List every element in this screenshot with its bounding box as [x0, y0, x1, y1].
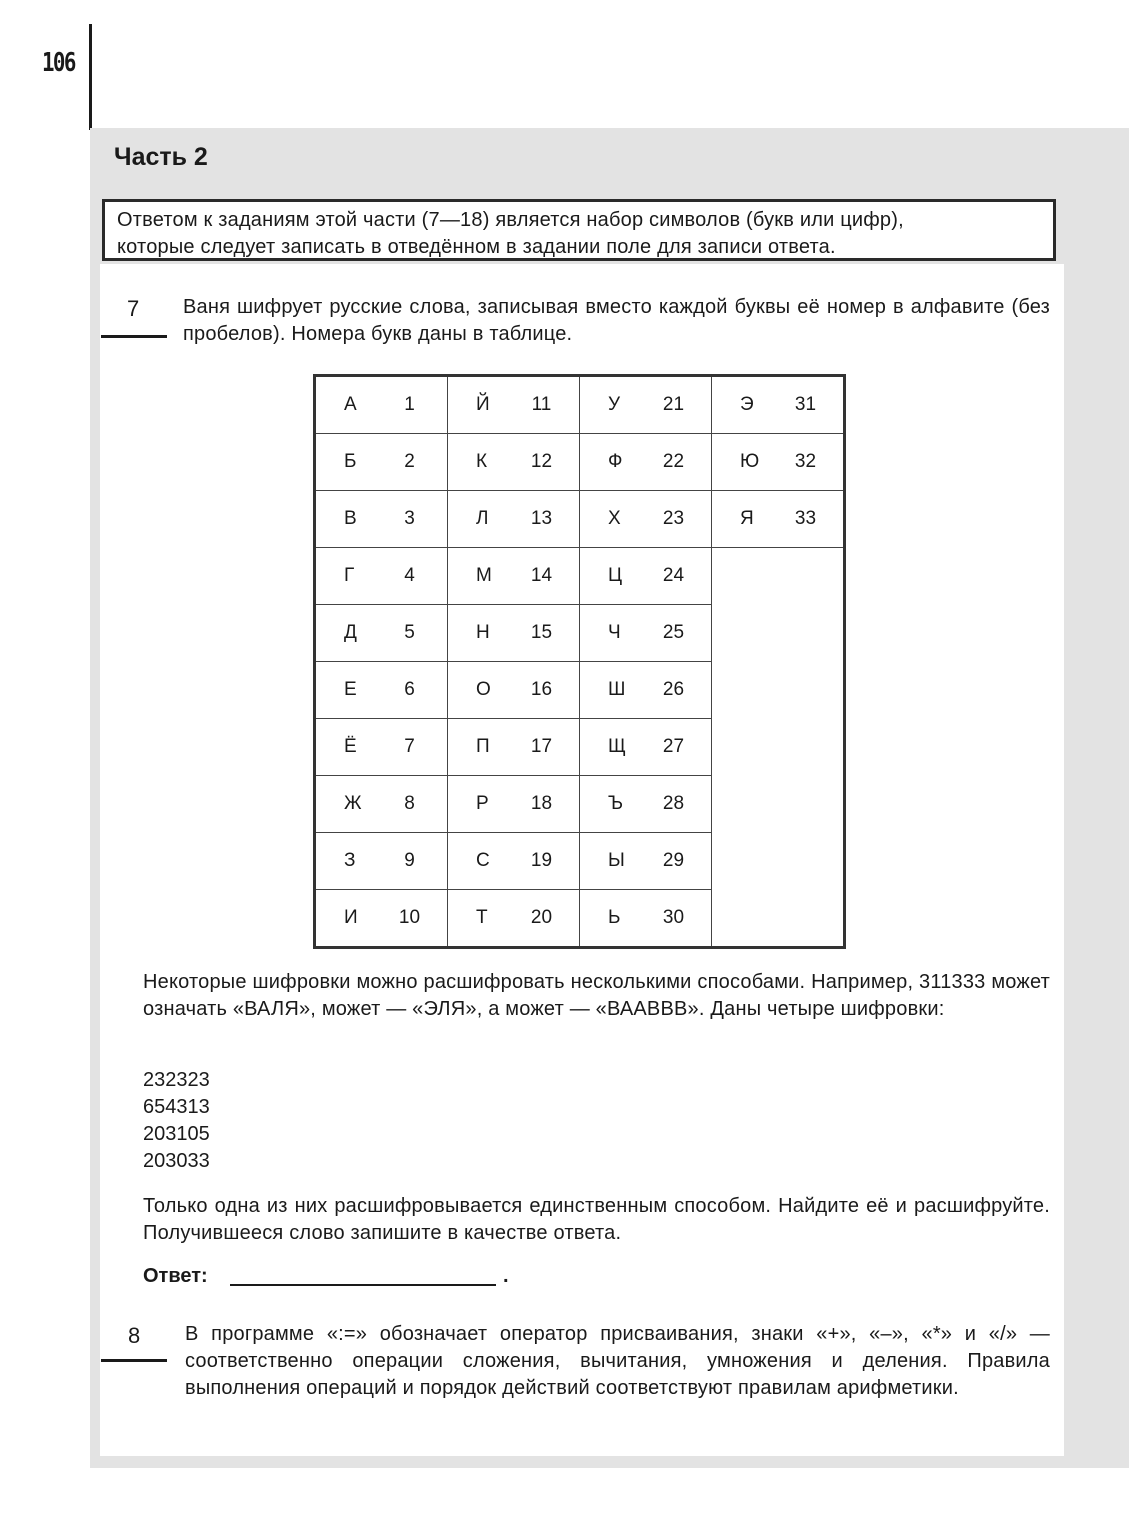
alphabet-cell	[448, 833, 580, 890]
letter-number: 11	[531, 394, 552, 415]
letter: Б	[344, 451, 357, 472]
letter: С	[476, 850, 490, 871]
alphabet-cell	[315, 605, 448, 662]
alphabet-cell	[315, 776, 448, 833]
alphabet-row	[315, 376, 845, 434]
letter-number: 30	[662, 907, 685, 928]
letter: Л	[476, 508, 489, 529]
alphabet-row	[315, 548, 845, 605]
alphabet-cell	[448, 719, 580, 776]
alphabet-row	[315, 776, 845, 833]
alphabet-cell	[580, 376, 712, 434]
instructions-box	[102, 199, 1056, 261]
alphabet-cell	[580, 890, 712, 948]
alphabet-row	[315, 605, 845, 662]
letter-number: 33	[794, 508, 817, 529]
alphabet-table	[313, 374, 846, 949]
alphabet-cell	[448, 376, 580, 434]
alphabet-cell	[315, 376, 448, 434]
alphabet-cell	[448, 548, 580, 605]
letter-number: 16	[530, 679, 553, 700]
letter-number: 15	[530, 622, 553, 643]
alphabet-cell	[448, 776, 580, 833]
alphabet-cell	[315, 662, 448, 719]
letter-number: 9	[404, 850, 415, 871]
alphabet-cell	[448, 434, 580, 491]
alphabet-cell	[712, 491, 845, 548]
letter: А	[344, 394, 357, 415]
letter: Г	[344, 565, 355, 586]
letter-number: 23	[662, 508, 685, 529]
letter-number: 6	[404, 679, 415, 700]
alphabet-cell	[448, 605, 580, 662]
letter: Э	[740, 394, 754, 415]
empty-cell	[712, 833, 845, 890]
letter: П	[476, 736, 490, 757]
answer-label: Ответ:	[143, 1265, 208, 1287]
alphabet-cell	[315, 548, 448, 605]
alphabet-cell	[580, 548, 712, 605]
task-7-intro: Ваня шифрует русские слова, записывая вместо каждой буквы её номер в алфавите (без пробелов). Номера букв даны в таблице.	[183, 296, 1050, 345]
alphabet-cell	[448, 890, 580, 948]
letter: Н	[476, 622, 490, 643]
alphabet-row	[315, 662, 845, 719]
letter: Д	[344, 622, 357, 643]
letter: Р	[476, 793, 489, 814]
empty-cell	[712, 662, 845, 719]
letter: Ю	[740, 451, 760, 472]
empty-cell	[712, 548, 845, 605]
alphabet-cell	[315, 434, 448, 491]
letter-number: 18	[530, 793, 553, 814]
letter: Ф	[608, 451, 623, 472]
alphabet-cell	[580, 605, 712, 662]
letter-number: 13	[530, 508, 553, 529]
letter: Ц	[608, 565, 623, 586]
letter-number: 26	[662, 679, 685, 700]
alphabet-cell	[580, 776, 712, 833]
letter: Ь	[608, 907, 621, 928]
cipher-list	[143, 1067, 210, 1175]
letter-number: 22	[662, 451, 685, 472]
letter-number: 20	[530, 907, 553, 928]
alphabet-cell	[712, 434, 845, 491]
cipher-code: 232323	[143, 1069, 210, 1091]
alphabet-cell	[448, 491, 580, 548]
letter-number: 28	[662, 793, 685, 814]
letter: Щ	[608, 736, 626, 757]
letter-number: 3	[404, 508, 415, 529]
letter-number: 31	[794, 394, 817, 415]
alphabet-cell	[315, 890, 448, 948]
instructions-line-1: Ответом к заданиям этой части (7—18) является набор символов (букв или цифр),	[117, 209, 904, 231]
task-7-question: Только одна из них расшифровывается единственным способом. Найдите её и расшифруйте. Получившееся слово запишите в качестве ответа.	[143, 1195, 1050, 1244]
cipher-code: 654313	[143, 1096, 210, 1118]
alphabet-cell	[315, 719, 448, 776]
empty-cell	[712, 719, 845, 776]
alphabet-row	[315, 719, 845, 776]
letter-number: 14	[530, 565, 553, 586]
letter: Ы	[608, 850, 625, 871]
letter-number: 19	[530, 850, 553, 871]
letter-number: 24	[662, 565, 685, 586]
task-7-number: 7	[127, 296, 140, 321]
alphabet-cell	[580, 833, 712, 890]
letter: Е	[344, 679, 357, 700]
letter-number: 8	[404, 793, 415, 814]
letter: Ё	[344, 736, 357, 757]
task-7-explanation: Некоторые шифровки можно расшифровать несколькими способами. Например, 311333 может означать «ВАЛЯ», может — «ЭЛЯ», а может — «ВААВВВ». Даны четыре шифровки:	[143, 971, 1050, 1020]
alphabet-cell	[580, 719, 712, 776]
letter: У	[608, 394, 621, 415]
letter: И	[344, 907, 358, 928]
alphabet-row	[315, 833, 845, 890]
letter-number: 17	[530, 736, 553, 757]
alphabet-cell	[315, 491, 448, 548]
task-8-marker	[101, 1359, 167, 1362]
letter: Ж	[344, 793, 362, 814]
letter: Я	[740, 508, 754, 529]
page-number: 106	[42, 48, 75, 78]
letter: К	[476, 451, 488, 472]
alphabet-cell	[580, 662, 712, 719]
empty-cell	[712, 890, 845, 948]
letter: Т	[476, 907, 488, 928]
letter-number: 12	[530, 451, 553, 472]
letter-number: 21	[662, 394, 685, 415]
part-title: Часть 2	[114, 143, 208, 171]
alphabet-cell	[315, 833, 448, 890]
alphabet-cell	[712, 376, 845, 434]
letter-number: 5	[404, 622, 415, 643]
alphabet-cell	[448, 662, 580, 719]
letter-number: 29	[662, 850, 685, 871]
letter-number: 27	[662, 736, 685, 757]
letter-number: 10	[398, 907, 421, 928]
letter: Й	[476, 394, 490, 415]
letter: Ш	[608, 679, 626, 700]
letter: Х	[608, 508, 621, 529]
alphabet-row	[315, 434, 845, 491]
letter: О	[476, 679, 491, 700]
task-8-text: В программе «:=» обозначает оператор присваивания, знаки «+», «–», «*» и «/» — соответственно операции сложения, вычитания, умножения и деления. Правила выполнения операций и порядок действий соответствуют правилам арифметики.	[185, 1323, 1050, 1399]
alphabet-row	[315, 890, 845, 948]
answer-period: .	[503, 1265, 509, 1287]
alphabet-cell	[580, 434, 712, 491]
letter-number: 32	[794, 451, 817, 472]
letter: М	[476, 565, 492, 586]
letter-number: 7	[404, 736, 415, 757]
letter: Ч	[608, 622, 621, 643]
letter-number: 2	[404, 451, 415, 472]
letter: З	[344, 850, 356, 871]
task-7-marker	[101, 335, 167, 338]
answer-field[interactable]	[230, 1284, 496, 1286]
cipher-code: 203105	[143, 1123, 210, 1145]
task-8-number: 8	[128, 1323, 141, 1348]
cipher-code: 203033	[143, 1150, 210, 1172]
letter-number: 1	[404, 394, 415, 415]
margin-rule	[89, 24, 92, 130]
empty-cell	[712, 605, 845, 662]
letter-number: 25	[662, 622, 685, 643]
letter: Ъ	[608, 793, 624, 814]
empty-cell	[712, 776, 845, 833]
alphabet-row	[315, 491, 845, 548]
letter-number: 4	[404, 565, 415, 586]
alphabet-cell	[580, 491, 712, 548]
instructions-line-2: которые следует записать в отведённом в задании поле для записи ответа.	[117, 236, 836, 258]
letter: В	[344, 508, 357, 529]
